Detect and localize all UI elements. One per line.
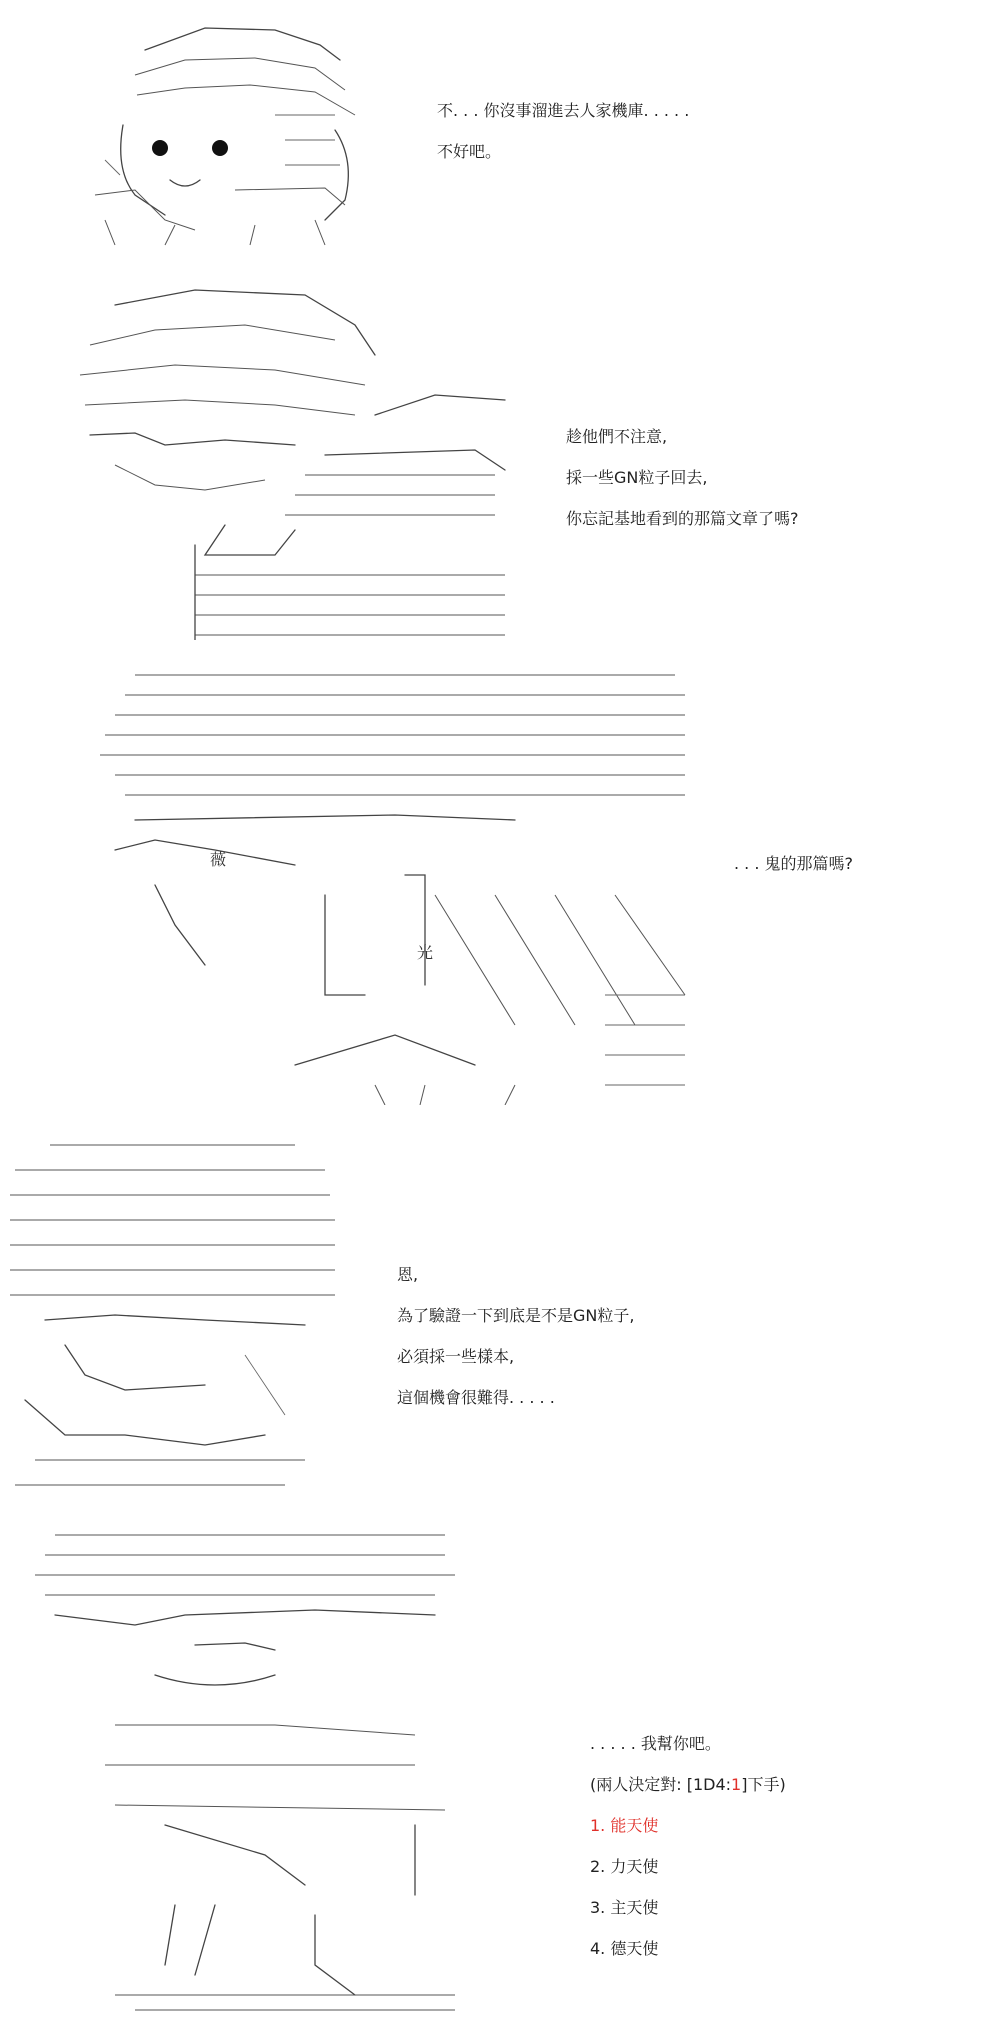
dialogue-line: 採一些GN粒子回去, [566,468,708,487]
ascii-art-character-1 [75,20,375,250]
dialogue-line: . . . . . 我幫你吧。 [590,1734,721,1753]
dialogue-line: 必須採一些樣本, [397,1347,515,1366]
dialogue-line: 你忘記基地看到的那篇文章了嗎? [566,509,799,528]
dialogue-line: 趁他們不注意, [566,427,668,446]
choice-item-3: 3. 主天使 [590,1898,659,1917]
decision-prefix: (兩人決定對: [ [590,1775,693,1794]
choice-item-1: 1. 能天使 [590,1816,659,1835]
dialogue-line: . . . 鬼的那篇嗎? [734,854,854,873]
dialogue-line: 這個機會很難得. . . . . [397,1388,555,1407]
ascii-art-character-2 [75,285,515,640]
ascii-art-character-5 [15,1525,465,2015]
ascii-art-character-4 [5,1135,345,1490]
decision-suffix: ]下手) [741,1775,786,1794]
choice-list [590,1816,658,1980]
decision-line [590,1775,786,1816]
dialogue-line: 不. . . 你沒事溜進去人家機庫. . . . . [437,101,690,120]
choice-item-2: 2. 力天使 [590,1857,659,1876]
art-char-guang: 光 [417,943,434,962]
dialogue-line: 為了驗證一下到底是不是GN粒子, [397,1306,635,1325]
dice-result: 1 [731,1775,742,1794]
art-char-bi: 薇 [210,850,227,869]
dialogue-line: 不好吧。 [437,142,502,161]
ascii-art-character-3 [95,665,695,1105]
dice-roll: 1D4: [692,1775,732,1794]
choice-item-4: 4. 德天使 [590,1939,659,1958]
dialogue-line: 恩, [397,1265,419,1284]
